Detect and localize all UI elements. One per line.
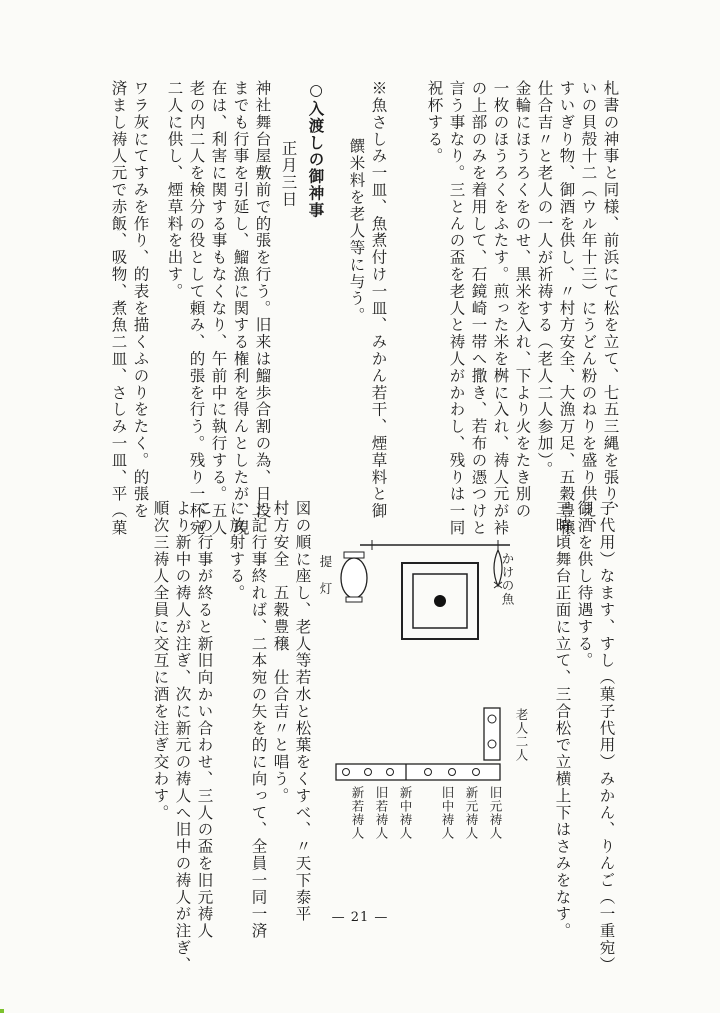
label-lantern: 提 灯 <box>318 555 333 596</box>
text-column: 仕合吉〃と老人の一人が祈祷する（老人二人参加）。 <box>535 80 554 478</box>
label-kake-no-uo: かけの魚 <box>500 552 515 606</box>
label-kyu-gen: 旧元祷人 <box>488 786 503 840</box>
text-column: 札書の神事と同様、前浜にて松を立て、七五三縄を張り、 <box>601 80 620 520</box>
corner-mark <box>0 1009 4 1013</box>
text-column: 饌米料を老人等に与う。 <box>347 138 366 324</box>
text-column: 金輪にほうろくをのせ、黒米を入れ、下より火をたき別の <box>513 80 532 520</box>
text-column: 順次三祷人全員に交互に酒を注ぎ交わす。 <box>151 500 170 822</box>
text-column: までも行事を引延し、鰡漁に関する権利を得んとしたが、現 <box>231 80 250 537</box>
text-column: の上部のみを着用して、石鏡崎一帯へ撒き、若布の憑つけと <box>469 80 488 537</box>
text-column: 老の内二人を検分の役として頼み、的張を行う。残り一杯宛 <box>187 80 206 537</box>
text-column: 三時頃舞台正面に立て、三合松で立横上下はさみをなす。 <box>553 500 572 940</box>
label-shin-jaku: 新若祷人 <box>350 786 365 840</box>
text-column: 祝杯する。 <box>425 80 444 165</box>
text-column: 子代用）なます、すし（菓子代用）みかん、りんご（一重宛） <box>597 500 616 974</box>
label-shin-chu: 新中祷人 <box>398 786 413 840</box>
text-column: 村方安全 五穀豊穣 仕合吉〃と唱う。 <box>271 500 290 805</box>
text-column: 言う事なり。三とんの盃を老人と祷人がかわし、残りは一同 <box>447 80 466 537</box>
text-column: 上記行事終れば、二本宛の矢を的に向って、全員一同一済 <box>249 500 268 940</box>
text-column: ワラ灰にてすみを作り、的表を描くふのりをたく。的張を <box>131 80 150 520</box>
tojin-seats <box>336 764 500 780</box>
text-column: 一枚のほうろくをふたす。煎った米を桝に入れ、祷人元が裃 <box>491 80 510 537</box>
text-column: に放射する。 <box>227 500 246 602</box>
text-column: 済まし祷人元で赤飯、吸物、煮魚二皿、さしみ一皿、平（菓 <box>109 80 128 537</box>
elder-seats <box>484 708 500 760</box>
label-elders: 老人二人 <box>514 708 529 762</box>
text-column: ※魚さしみ一皿、魚煮付け一皿、みかん若干、煙草料と御 <box>369 80 388 520</box>
text-column: 正月三日 <box>279 140 298 208</box>
text-column: 在は、利害に関する事もなくなり、午前中に執行する。五人 <box>209 80 228 537</box>
label-shin-gen: 新元祷人 <box>464 786 479 840</box>
text-column: ○入渡しの御神事 <box>306 80 326 219</box>
page-number: — 21 — <box>331 910 389 925</box>
text-column: 神社舞台屋敷前で的張を行う。旧来は鰡歩合割の為、日没 <box>253 80 272 520</box>
text-column: いの貝殻十二（ウル年十三）にうどん粉のねりを盛り供え、 <box>579 80 598 537</box>
label-kyu-chu: 旧中祷人 <box>440 786 455 840</box>
target-center <box>434 595 446 607</box>
text-column: すいぎり物、御酒を供し、〃村方安全、大漁万足、五穀豊穣 <box>557 80 576 537</box>
text-column: より新中の祷人が注ぎ、次に新元の祷人へ旧中の祷人が注ぎ、 <box>173 500 192 974</box>
text-column: 図の順に座し、老人等若水と松葉をくすべ、〃天下泰平 <box>293 500 312 923</box>
text-column: この行事が終ると新旧向かい合わせ、三人の盃を旧元祷人 <box>195 500 214 940</box>
text-column: 二人に供し、煙草料を出す。 <box>165 80 184 300</box>
text-column: 御酒を供し待遇する。 <box>575 500 594 669</box>
lantern-icon <box>344 552 364 558</box>
label-kyu-jaku: 旧若祷人 <box>374 786 389 840</box>
